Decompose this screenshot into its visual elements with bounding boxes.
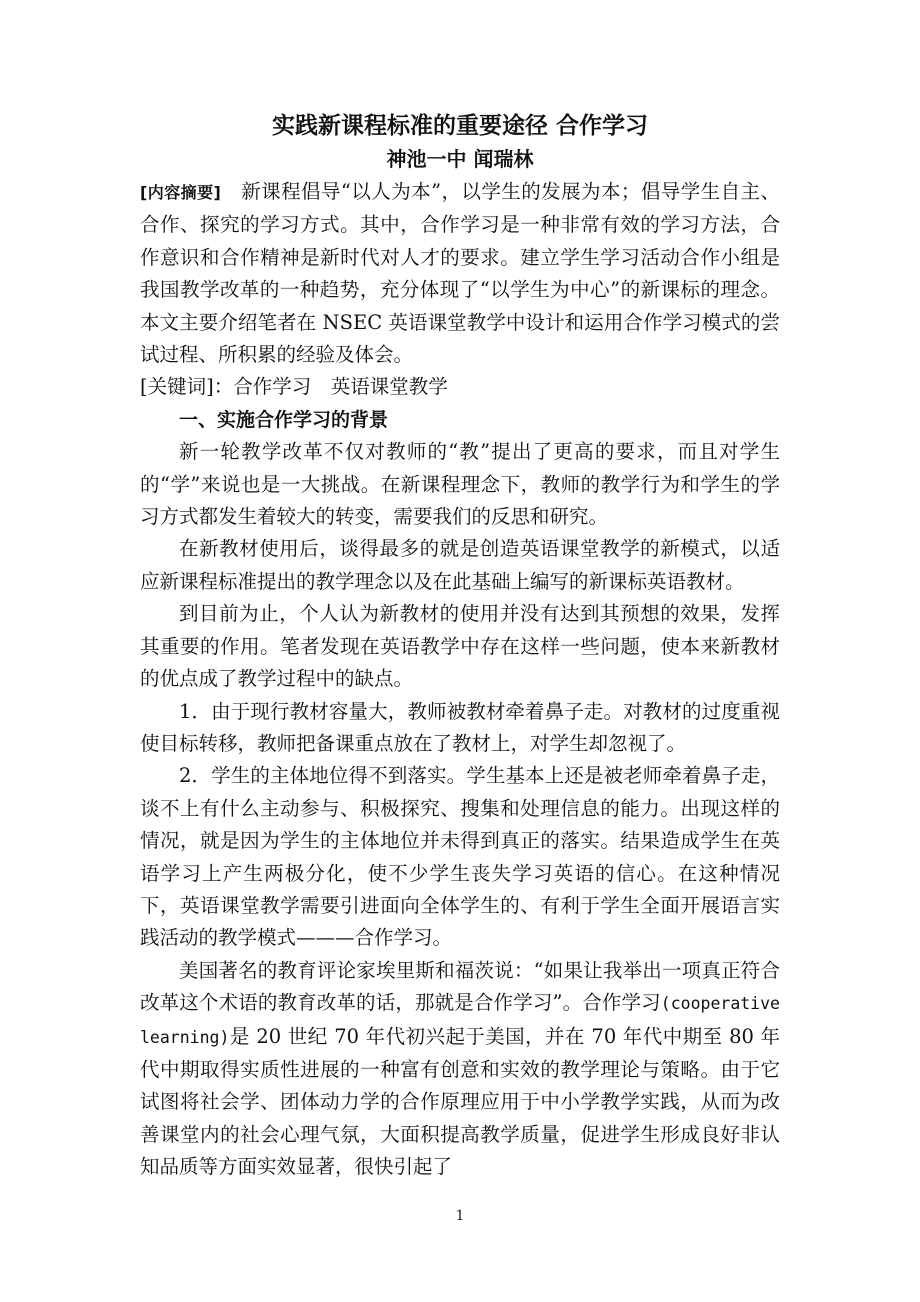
english-term: (cooperative learning) — [140, 994, 780, 1047]
body-paragraph: 新一轮教学改革不仅对教师的“教”提出了更高的要求，而且对学生的“学”来说也是一大挑战。在新课程理念下，教师的教学行为和学生的学习方式都发生着较大的转变，需要我们的反思和研究。 — [140, 440, 780, 529]
body-paragraph: 到目前为止，个人认为新教材的使用并没有达到其预想的效果，发挥其重要的作用。笔者发现在英语教学中存在这样一些问题，使本来新教材的优点成了教学过程中的缺点。 — [140, 602, 780, 691]
section-heading: 一、实施合作学习的背景 — [179, 408, 389, 431]
abstract-label: [内容摘要] — [140, 183, 221, 202]
abstract-paragraph — [140, 176, 780, 371]
list-item-paragraph: 2．学生的主体地位得不到落实。学生基本上还是被老师牵着鼻子走，谈不上有什么主动参与、积极探究、搜集和处理信息的能力。出现这样的情况，就是因为学生的主体地位并未得到真正的落实。结果造成学生在英语学习上产生两极分化，使不少学生丧失学习英语的信心。在这种情况下，英语课堂教学需要引进面向全体学生的、有利于学生全面开展语言实践活动的教学模式———合作学习。 — [140, 764, 780, 950]
body-paragraph: 在新教材使用后，谈得最多的就是创造英语课堂教学的新模式，以适应新课程标准提出的教学理念以及在此基础上编写的新课标英语教材。 — [140, 537, 780, 593]
document-author: 神池一中 闻瑞林 — [386, 147, 534, 171]
document-body — [140, 108, 780, 1184]
keywords-text: 合作学习 英语课堂教学 — [233, 375, 448, 399]
para6-text-end: 是 20 世纪 70 年代初兴起于美国，并在 70 年代中期至 80 年代中期取得实质性进展的一种富有创意和实效的教学理论与策略。由于它试图将社会学、团体动力学的合作原理应用于中小学教学实践，从而为改善课堂内的社会心理气氛，大面积提高教学质量，促进学生形成良好非认知品质等方面实效显著，很快引起了 — [140, 1024, 780, 1179]
keywords-paragraph — [140, 371, 780, 403]
para6-text-start: 美国著名的教育评论家埃里斯和福茨说：“如果让我举出一项真正符合改革这个术语的教育改革的话，那就是合作学习”。合作学习 — [140, 958, 780, 1015]
keywords-label: [关键词]： — [140, 375, 234, 399]
page-number: 1 — [455, 1208, 465, 1224]
document-title: 实践新课程标准的重要途径 合作学习 — [271, 113, 648, 139]
body-paragraph — [140, 955, 780, 1184]
list-item-paragraph: 1．由于现行教材容量大，教师被教材牵着鼻子走。对教材的过度重视使目标转移，教师把备课重点放在了教材上，对学生却忽视了。 — [140, 699, 780, 755]
abstract-text: 新课程倡导“以人为本”，以学生的发展为本；倡导学生自主、合作、探究的学习方式。其中，合作学习是一种非常有效的学习方法，合作意识和合作精神是新时代对人才的要求。建立学生学习活动合作小组是我国教学改革的一种趋势，充分体现了“以学生为中心”的新课标的理念。本文主要介绍笔者在 NSEC 英语课堂教学中设计和运用合作学习模式的尝试过程、所积累的经验及体会。 — [140, 180, 780, 367]
